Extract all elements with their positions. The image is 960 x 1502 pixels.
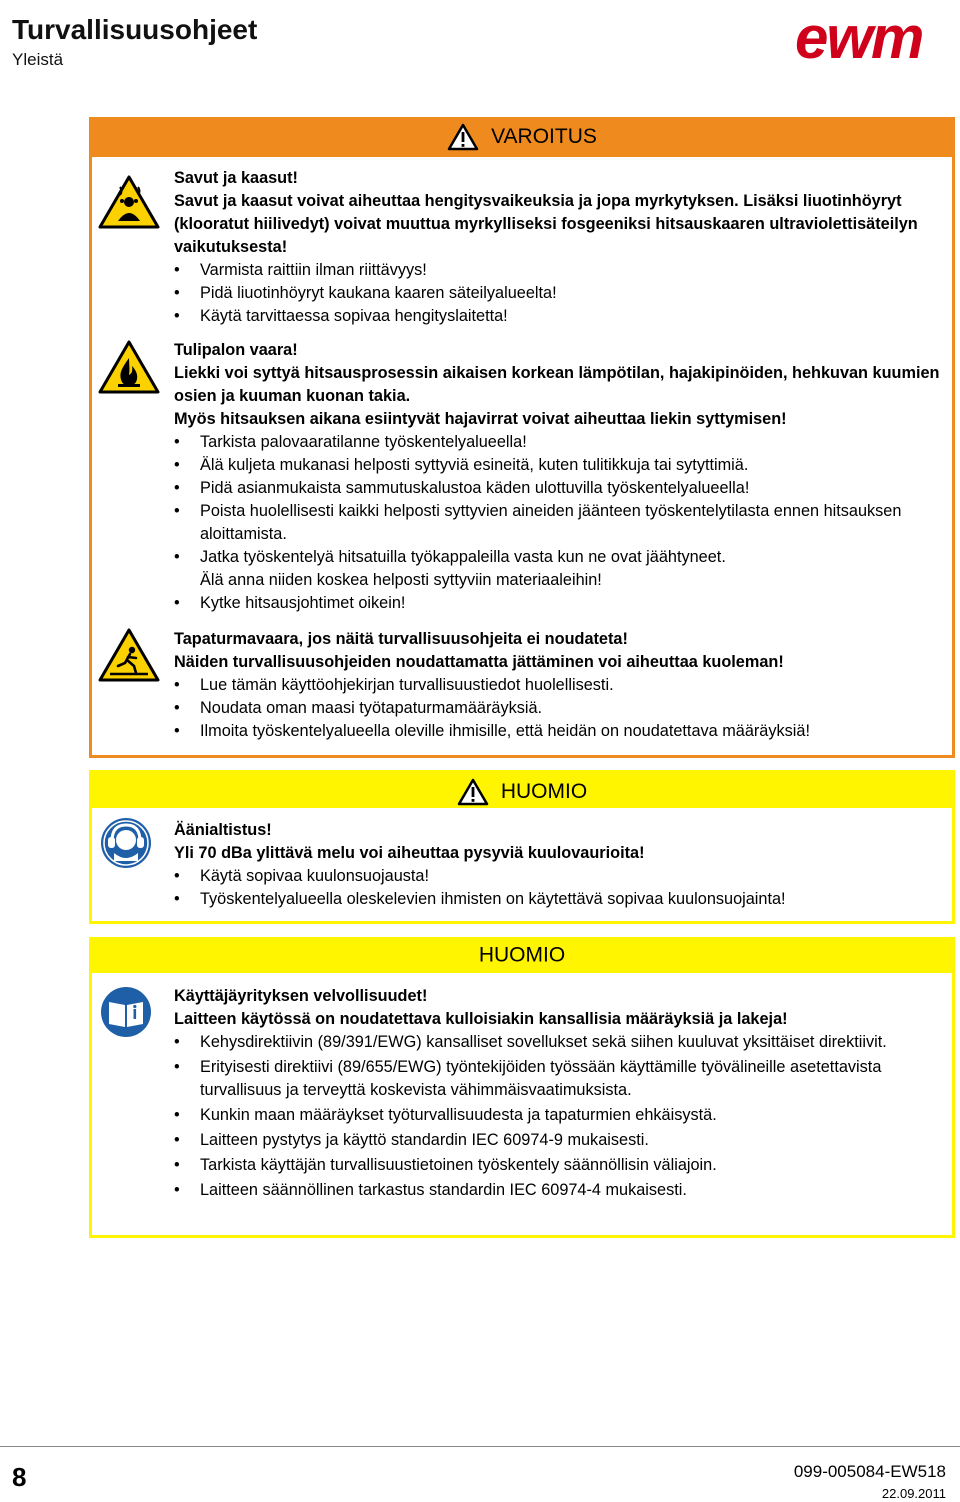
list-item: • Lue tämän käyttöohjekirjan turvallisuustiedot huolellisesti.: [174, 674, 946, 697]
fire-text-1: Liekki voi syttyä hitsausprosessin aikaisen korkean lämpötilan, hajakipinöiden, hehkuvan kuumien osien ja kuuman kuonan takia.: [174, 364, 940, 405]
ear-protection-icon: [100, 817, 152, 869]
warning-heading: [89, 123, 955, 153]
duties-title: Käyttäjäyrityksen velvollisuudet!: [174, 987, 428, 1005]
page-number: 8: [12, 1462, 27, 1492]
document-date: 22.09.2011: [881, 1486, 946, 1501]
list-item: • Älä kuljeta mukanasi helposti syttyviä esineitä, kuten tulitikkuja tai sytyttimiä.: [174, 454, 946, 477]
duties-text: Laitteen käytössä on noudatettava kulloisiakin kansallisia määräyksiä ja lakeja!: [174, 1010, 788, 1028]
noise-list: [174, 865, 946, 911]
accident-list: [174, 674, 946, 743]
read-manual-icon: [100, 986, 152, 1038]
list-item: • Laitteen säännöllinen tarkastus standardin IEC 60974-4 mukaisesti.: [174, 1179, 946, 1202]
fumes-section: [174, 167, 946, 328]
flammable-icon: [98, 340, 160, 394]
list-item: • Kunkin maan määräykset työturvallisuudesta ja tapaturmien ehkäisystä.: [174, 1104, 946, 1127]
duties-section: [174, 985, 946, 1202]
footer-divider: [0, 1446, 960, 1447]
list-item: • Työskentelyalueella oleskelevien ihmisten on käytettävä sopivaa kuulonsuojainta!: [174, 888, 946, 911]
fire-section: [174, 339, 946, 615]
list-item: • Käytä sopivaa kuulonsuojausta!: [174, 865, 946, 888]
caution-noise-heading: [89, 778, 955, 808]
caution-noise-heading-text: HUOMIO: [500, 780, 588, 803]
list-item: • Poista huolellisesti kaikki helposti syttyvien aineiden jäänteen työskentelytilasta ennen hitsauksen aloittamista.: [174, 500, 946, 546]
list-item: • Ilmoita työskentelyalueella oleville ihmisille, että heidän on noudatettava määräyksiä!: [174, 720, 946, 743]
list-item: • Tarkista palovaaratilanne työskentelyalueella!: [174, 431, 946, 454]
logo-text: ewm: [795, 8, 923, 70]
list-item: • Erityisesti direktiivi (89/655/EWG) työntekijöiden työssään käyttämille työvälineille asetettavista turvallisuus ja terveyttä koskevista vähimmäisvaatimuksista.: [174, 1056, 946, 1102]
document-number: 099-005084-EW518: [793, 1462, 946, 1481]
noise-section: [174, 819, 946, 911]
caution-duties-heading: [89, 943, 955, 973]
list-item-continuation: Älä anna niiden koskea helposti syttyviin materiaaleihin!: [200, 571, 602, 589]
list-item: • Kehysdirektiivin (89/391/EWG) kansalliset sovellukset sekä siihen kuuluvat yksittäiset direktiivit.: [174, 1031, 946, 1054]
caution-duties-heading-text: HUOMIO: [478, 943, 566, 967]
warning-triangle-icon: [447, 123, 479, 151]
noise-title: Äänialtistus!: [174, 821, 272, 839]
list-item: • Tarkista käyttäjän turvallisuustietoinen työskentely säännöllisin väliajoin.: [174, 1154, 946, 1177]
fire-text-2: Myös hitsauksen aikana esiintyvät hajavirrat voivat aiheuttaa liekin syttymisen!: [174, 410, 787, 428]
list-item: • Käytä tarvittaessa sopivaa hengityslaitetta!: [174, 305, 946, 328]
ewm-logo: [793, 8, 941, 70]
fumes-title: Savut ja kaasut!: [174, 169, 298, 187]
page-subtitle: Yleistä: [12, 50, 64, 69]
accident-title: Tapaturmavaara, jos näitä turvallisuusohjeita ei noudateta!: [174, 630, 628, 648]
warning-heading-text: VAROITUS: [491, 125, 597, 148]
list-item: • Varmista raittiin ilman riittävyys!: [174, 259, 946, 282]
list-item: • Laitteen pystytys ja käyttö standardin IEC 60974-9 mukaisesti.: [174, 1129, 946, 1152]
fumes-text: Savut ja kaasut voivat aiheuttaa hengitysvaikeuksia ja jopa myrkytyksen. Lisäksi liuotinhöyryt (klooratut hiilivedyt) voivat muuttua myrkylliseksi fosgeeniksi hitsauskaaren ultraviolettisäteilyn vaikutuksesta!: [174, 192, 918, 256]
list-item: • Kytke hitsausjohtimet oikein!: [174, 592, 946, 615]
warning-triangle-icon: [457, 778, 489, 806]
list-item: [174, 546, 946, 592]
noise-text: Yli 70 dBa ylittävä melu voi aiheuttaa pysyviä kuulovaurioita!: [174, 844, 645, 862]
accident-text: Näiden turvallisuusohjeiden noudattamatta jättäminen voi aiheuttaa kuoleman!: [174, 653, 784, 671]
list-item: • Noudata oman maasi työtapaturmamääräyksiä.: [174, 697, 946, 720]
toxic-fumes-icon: [98, 175, 160, 229]
fire-list: [174, 431, 946, 615]
fire-title: Tulipalon vaara!: [174, 341, 298, 359]
fall-hazard-icon: [98, 628, 160, 682]
list-item: • Pidä asianmukaista sammutuskalustoa käden ulottuvilla työskentelyalueella!: [174, 477, 946, 500]
accident-section: [174, 628, 946, 743]
duties-list: [174, 1031, 946, 1202]
list-item: • Pidä liuotinhöyryt kaukana kaaren säteilyalueelta!: [174, 282, 946, 305]
list-item-text: Jatka työskentelyä hitsatuilla työkappaleilla vasta kun ne ovat jäähtyneet.: [200, 548, 726, 566]
fumes-list: [174, 259, 946, 328]
page-title: Turvallisuusohjeet: [12, 14, 258, 45]
